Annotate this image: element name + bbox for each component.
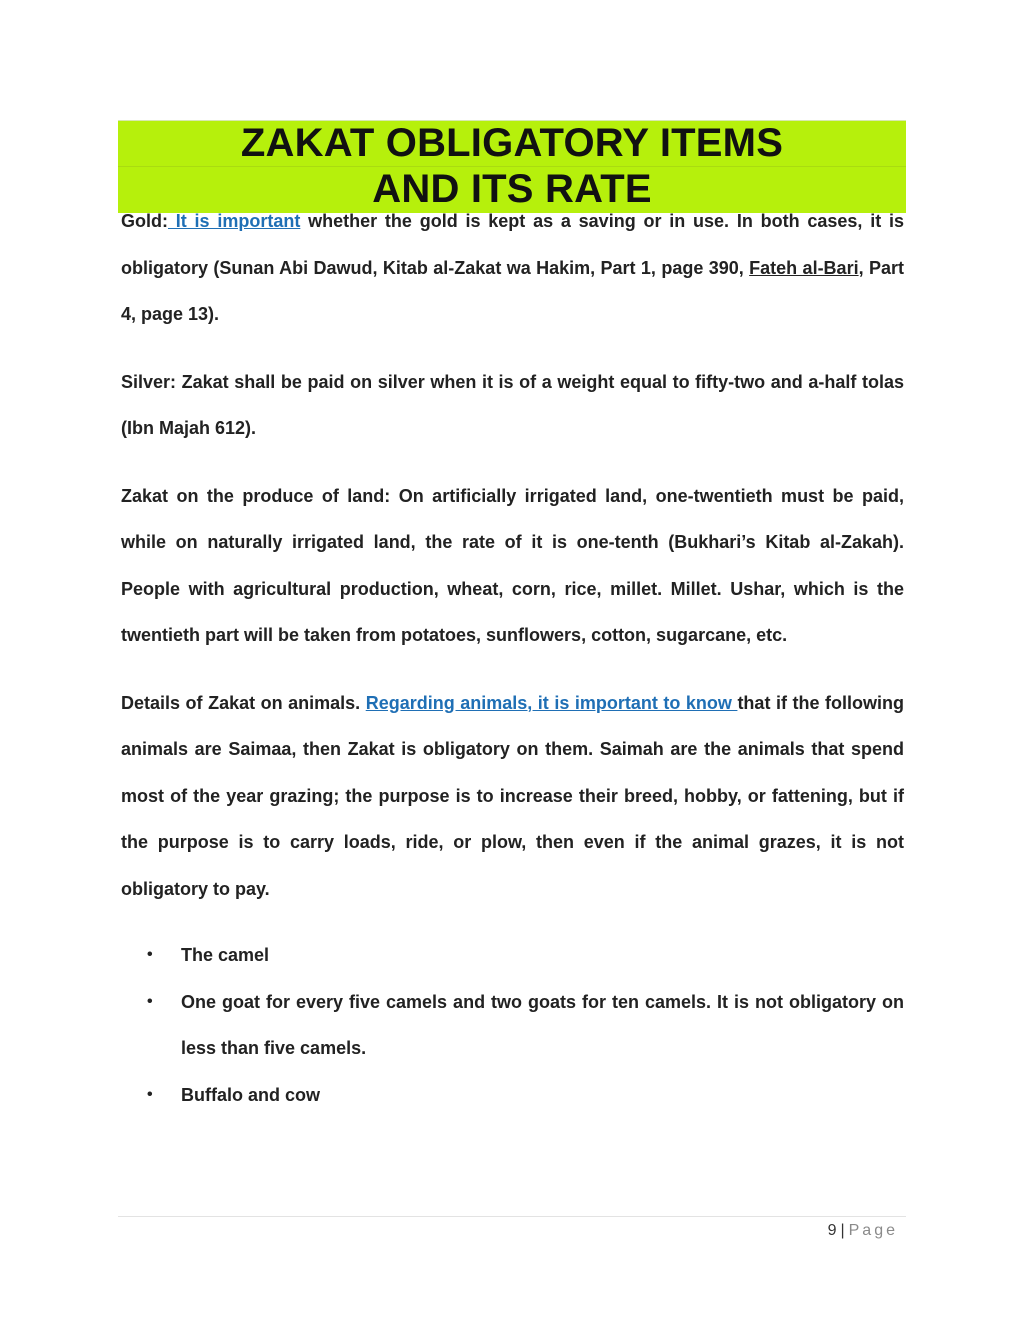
list-item bbox=[121, 932, 904, 979]
animal-bullet-list bbox=[121, 932, 904, 1118]
bullet-icon: • bbox=[147, 1085, 153, 1103]
body-content bbox=[121, 198, 904, 1118]
footer-separator: | bbox=[840, 1222, 845, 1239]
animals-lead: Details of Zakat on animals. bbox=[121, 692, 366, 713]
gold-label: Gold: bbox=[121, 211, 168, 231]
bullet-icon: • bbox=[147, 992, 153, 1010]
list-item bbox=[121, 1072, 904, 1119]
gold-paragraph bbox=[121, 198, 904, 338]
fateh-al-bari-link[interactable]: Fateh al-Bari bbox=[749, 257, 859, 278]
page-title-line-2: AND ITS RATE bbox=[118, 166, 906, 212]
bullet-icon: • bbox=[147, 946, 153, 963]
page-number: 9 bbox=[827, 1222, 837, 1239]
animals-rest: that if the following animals are Saimaa, then Zakat is obligatory on them. Saimah are the animals that spend most of the year grazing; the purpose is to increase their breed, hobby, or fattening, but if the purpose is to carry loads, ride, or plow, then even if the animal grazes, it is not obligatory to pay. bbox=[121, 692, 904, 899]
silver-paragraph: Silver: Zakat shall be paid on silver when it is of a weight equal to fifty-two and a-half tolas (Ibn Majah 612). bbox=[121, 371, 904, 438]
animals-important-link[interactable]: Regarding animals, it is important to know bbox=[365, 692, 738, 713]
animals-paragraph bbox=[121, 680, 904, 913]
gold-important-link[interactable]: It is important bbox=[168, 211, 301, 231]
page-footer bbox=[828, 1222, 898, 1240]
list-item bbox=[121, 979, 904, 1072]
gold-text-2: , Part 4, page 13). bbox=[121, 257, 904, 324]
page-title-line-1: ZAKAT OBLIGATORY ITEMS bbox=[240, 121, 784, 165]
gold-text-1: whether the gold is kept as a saving or in use. In both cases, it is obligatory (Sunan Abi Dawud, Kitab al-Zakat wa Hakim, Part 1, page 390, bbox=[121, 211, 904, 278]
list-item-text: Buffalo and cow bbox=[181, 1084, 320, 1105]
footer-divider bbox=[118, 1216, 906, 1217]
page-label: Page bbox=[848, 1222, 898, 1239]
produce-paragraph: Zakat on the produce of land: On artificially irrigated land, one-twentieth must be paid, while on naturally irrigated land, the rate of it is one-tenth (Bukhari’s Kitab al-Zakah). People with agricultural production, wheat, corn, rice, millet. Millet. Ushar, which is the twentieth part will be taken from potatoes, sunflowers, cotton, sugarcane, etc. bbox=[121, 485, 904, 645]
list-item-text: One goat for every five camels and two goats for ten camels. It is not obligatory on less than five camels. bbox=[181, 991, 904, 1058]
list-item-text: The camel bbox=[181, 945, 270, 965]
